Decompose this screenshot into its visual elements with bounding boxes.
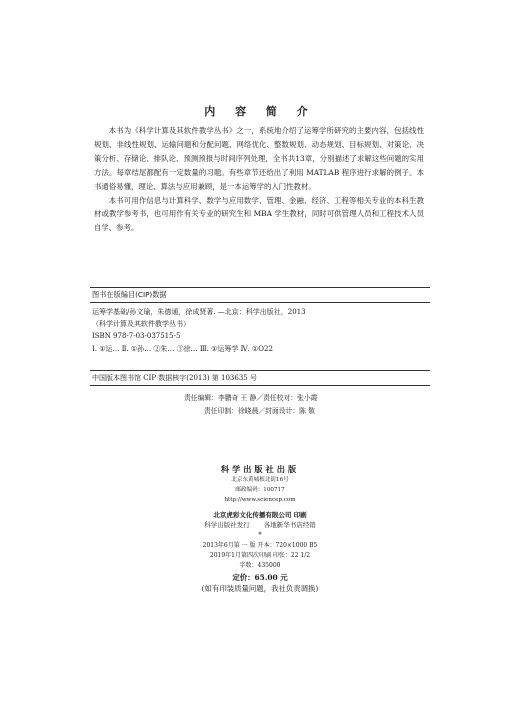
editor-line-1: 责任编辑：李鹏奇 王 静／责任校对：张小霞: [184, 394, 318, 402]
editor-credits: [0, 392, 520, 418]
cip-line-classification: Ⅰ. ①运… Ⅱ. ①孙… ②朱… ③徐… Ⅲ. ①运筹学 Ⅳ. ①O22: [92, 344, 273, 353]
cip-top-rule: [90, 287, 430, 288]
quality-note: (如有印装质量问题，我社负责调换): [201, 584, 319, 593]
cip-line-title: 运筹学基础/孙文瑜，朱德通，徐成贤著. —北京：科学出版社，2013: [92, 308, 306, 316]
publisher-postcode: 邮政编码：100717: [235, 487, 285, 493]
separator-star: *: [258, 531, 262, 539]
printing-line: 2019年1月第四次印刷 印张：22 1/2: [209, 552, 311, 559]
publisher-name: 科学出版社出版: [220, 464, 300, 474]
cip-record: [92, 306, 428, 355]
edition-line: 2013年6月第 一 版 开本：720×1000 B5: [202, 542, 318, 549]
cip-heading-rule: [90, 302, 430, 303]
distributor: 科学出版社发行: [204, 521, 250, 529]
cip-heading: 图书在版编目(CIP)数据: [92, 290, 167, 299]
publisher-website: http://www.sciencep.com: [224, 497, 296, 503]
content-summary-title: 内 容 简 介: [204, 105, 316, 118]
price: 定价：65.00 元: [232, 573, 288, 582]
cip-bottom-rule: [90, 385, 430, 386]
distribution-line: [0, 520, 520, 530]
publisher-address: 北京东黄城根北街16号: [231, 477, 289, 483]
cip-line-series: （科学计算及其软件教学丛书）: [92, 320, 190, 329]
retailer: 各地新华书店经销: [263, 521, 316, 529]
printer-line: 北京虎彩文化传播有限公司 印刷: [213, 511, 307, 519]
cip-divider-rule: [90, 370, 430, 371]
cip-line-isbn: ISBN 978-7-03-037515-5: [92, 332, 181, 341]
summary-paragraph-1: 本书为《科学计算及其软件教学丛书》之一，系统地介绍了运筹学所研究的主要内容，包括线性规划、非线性规划、运输问题和分配问题、网络优化、整数规划、动态规划、目标规划、对策论、决策分析、存储论、排队论、预测预报与时间序列处理，全书共13章，分别描述了求解这些问题的实用方法。每章结尾都配有一定数量的习题。有些章节还给出了利用 MATLAB 程序进行求解的例子。本书通俗易懂，理论、算法与应用兼顾，是一本运筹学的入门性教材。: [94, 126, 424, 191]
summary-paragraph-2: 本书可用作信息与计算科学、数学与应用数学、管理、金融、经济、工程等相关专业的本科生教材或教学参考书，也可用作有关专业的研究生和 MBA 学生教材，同时可供管理人员和工程技术人员自学、参考。: [94, 195, 424, 233]
cip-data-number: 中国版本图书馆 CIP 数据核字(2013) 第 103635 号: [92, 374, 257, 382]
content-summary: [94, 124, 424, 235]
editor-line-2: 责任印制：徐晓晨／封面设计：陈 敬: [204, 407, 315, 415]
word-count: 字数：435000: [239, 562, 281, 569]
imprint-block: [0, 463, 520, 594]
